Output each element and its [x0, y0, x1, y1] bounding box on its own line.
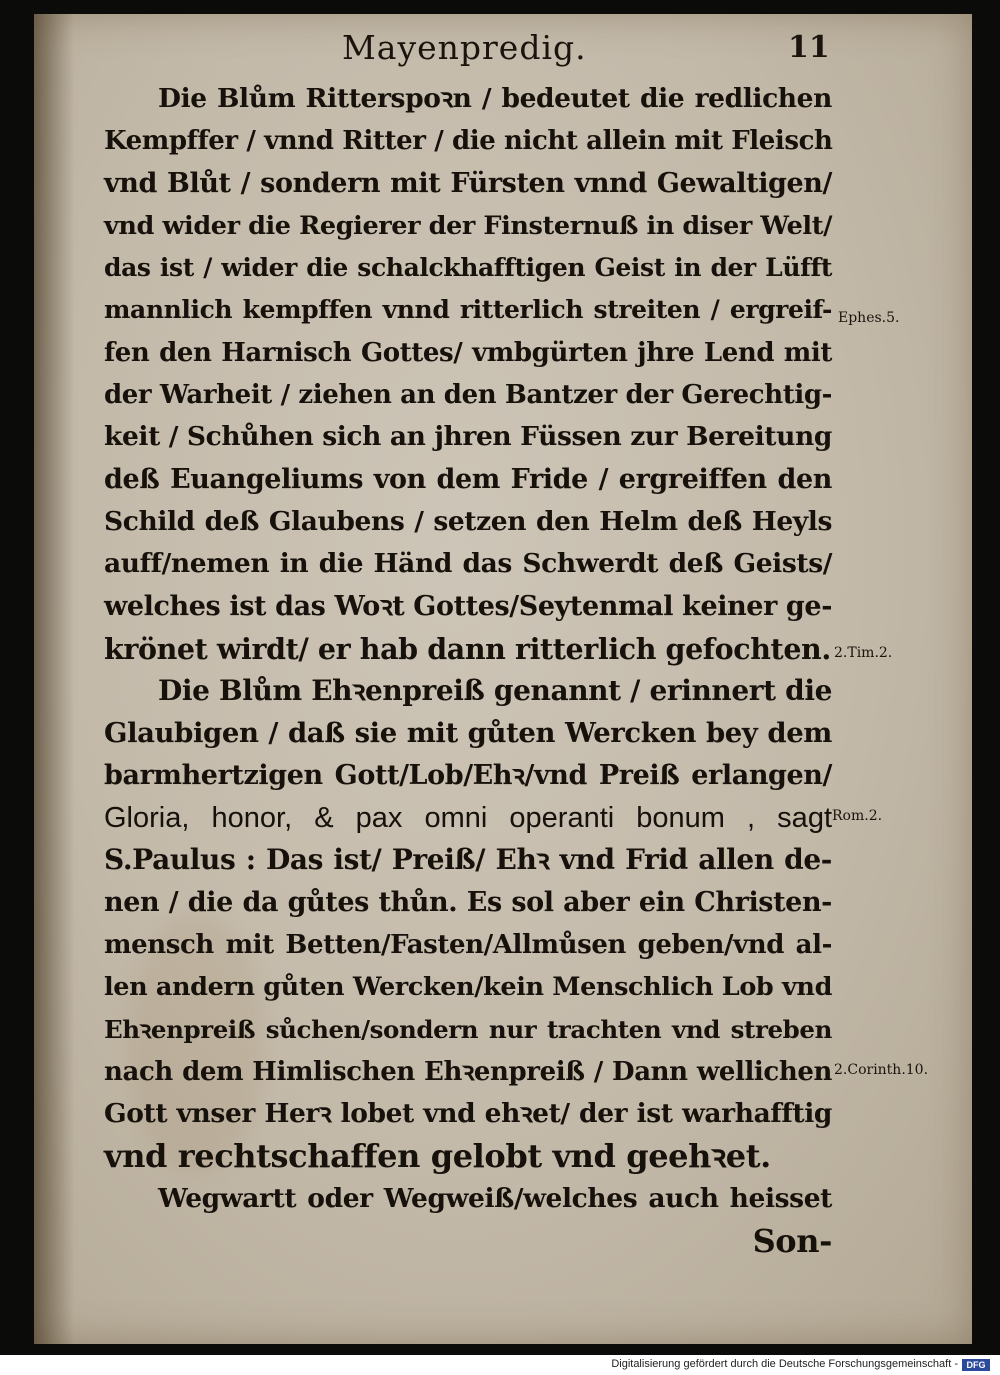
margin-note: Rom.2. — [832, 808, 883, 824]
text-line: vnd rechtschaffen gelobt vnd geehꝛet. — [104, 1137, 771, 1176]
text-line: S.Paulus : Das ist/ Preiß/ Ehꝛ vnd Frid allen de- — [104, 843, 832, 877]
running-head: Mayenpredig. — [342, 28, 587, 67]
text-line: Die Blům Ehꝛenpreiß genannt / erinnert die — [158, 674, 832, 708]
text-line: barmhertzigen Gott/Lob/Ehꝛ/vnd Preiß erlangen/ — [104, 759, 832, 791]
page-header — [0, 28, 1000, 78]
text-line: mannlich kempffen vnnd ritterlich streiten / ergreif- — [104, 295, 832, 325]
text-line: krönet wirdt/ er hab dann ritterlich gefochten. — [104, 631, 831, 666]
text-line: Kempffer / vnnd Ritter / die nicht allein mit Fleisch — [104, 126, 833, 157]
text-line: keit / Schůhen sich an jhren Füssen zur Bereitung — [104, 421, 832, 453]
text-line: Glaubigen / daß sie mit gůten Wercken bey dem — [104, 717, 832, 750]
margin-note: Ephes.5. — [838, 310, 900, 326]
text-line: vnd Blůt / sondern mit Fürsten vnnd Gewaltigen/ — [104, 167, 832, 199]
page-gutter-shadow — [34, 14, 74, 1344]
margin-note: 2.Corinth.10. — [834, 1062, 929, 1078]
text-line: deß Euangeliums von dem Fride / ergreiffen den — [104, 463, 832, 495]
dfg-logo-icon: DFG — [962, 1359, 990, 1371]
text-line: das ist / wider die schalckhafftigen Geist in der Lüfft — [104, 253, 832, 283]
digitization-credit: Digitalisierung gefördert durch die Deutsche Forschungsgemeinschaft - — [611, 1358, 958, 1370]
text-line: nen / die da gůtes thůn. Es sol aber ein Christen- — [104, 886, 832, 918]
text-line: mensch mit Betten/Fasten/Allmůsen geben/vnd al- — [104, 929, 832, 960]
text-line: len andern gůten Wercken/kein Menschlich Lob vnd — [104, 972, 832, 1003]
body-text — [104, 78, 832, 1262]
text-line: Gott vnser Herꝛ lobet vnd ehꝛet/ der ist warhafftig — [104, 1098, 832, 1130]
margin-note: 2.Tim.2. — [834, 645, 893, 661]
page-number: 11 — [788, 30, 830, 65]
text-line: auff/nemen in die Händ das Schwerdt deß Geists/ — [104, 548, 832, 580]
latin-quote-line: Gloria, honor, & pax omni operanti bonum , sagt — [104, 802, 832, 835]
text-line: der Warheit / ziehen an den Bantzer der Gerechtig- — [104, 380, 832, 411]
text-line: Wegwartt oder Wegweiß/welches auch heisset — [158, 1182, 832, 1214]
text-line: welches ist das Woꝛt Gottes/Seytenmal keiner ge- — [104, 590, 832, 622]
text-line: Ehꝛenpreiß sůchen/sondern nur trachten vnd streben — [104, 1014, 832, 1044]
text-line: Die Blům Ritterspoꝛn / bedeutet die redlichen — [158, 83, 832, 114]
text-line: Schild deß Glaubens / setzen den Helm deß Heyls — [104, 505, 832, 537]
page-footer — [0, 1355, 1000, 1375]
catchword: Son- — [752, 1222, 832, 1261]
text-line: fen den Harnisch Gottes/ vmbgürten jhre Lend mit — [104, 337, 832, 368]
text-line: nach dem Himlischen Ehꝛenpreiß / Dann wellichen — [104, 1056, 832, 1087]
text-line: vnd wider die Regierer der Finsternuß in diser Welt/ — [104, 210, 832, 241]
